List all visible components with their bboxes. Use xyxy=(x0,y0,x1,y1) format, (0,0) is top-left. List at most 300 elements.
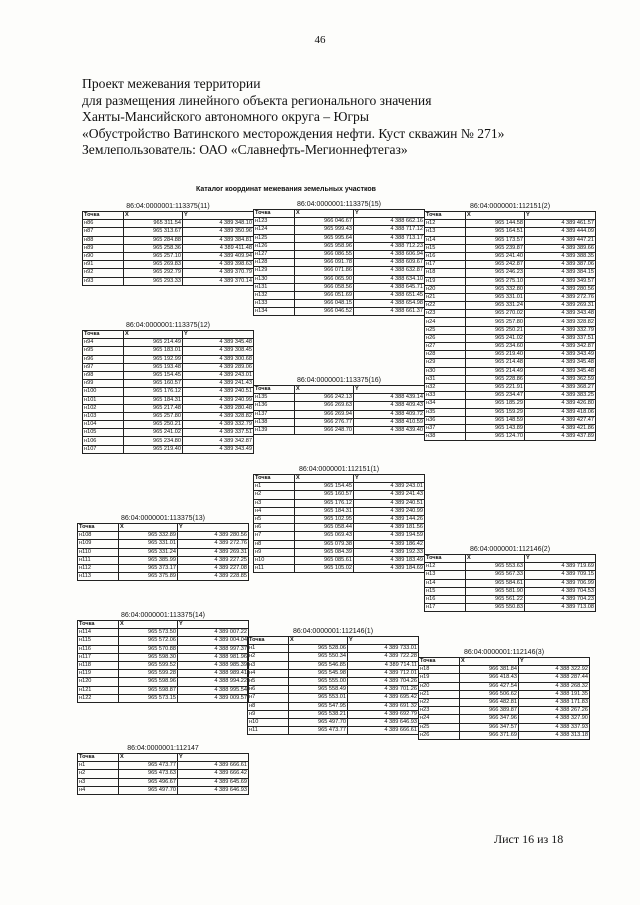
coord-x: 965 241.02 xyxy=(124,429,183,437)
point-name: н17 xyxy=(425,261,466,269)
coord-x: 965 234.47 xyxy=(466,392,525,400)
point-name: н2 xyxy=(248,653,289,661)
coordinates-table xyxy=(418,657,590,740)
heading-line-3: Ханты-Мансийского автономного округа – Югры xyxy=(82,109,369,125)
coord-y: 4 389 228.85 xyxy=(178,573,249,581)
table-title: 86:04:0000001:112151(1) xyxy=(298,466,380,473)
coord-x: 966 058.56 xyxy=(295,283,354,291)
table-row xyxy=(419,690,590,698)
coord-x: 965 332.89 xyxy=(119,532,178,540)
coord-y: 4 389 646.93 xyxy=(348,718,419,726)
point-name: н119 xyxy=(78,670,119,678)
point-name: н15 xyxy=(425,587,466,595)
coord-x: 965 154.45 xyxy=(295,483,354,491)
coord-x: 966 091.78 xyxy=(295,259,354,267)
point-name: н117 xyxy=(78,653,119,661)
coord-y: 4 389 666.61 xyxy=(348,727,419,735)
coord-x: 965 105.02 xyxy=(295,565,354,573)
point-name: н107 xyxy=(83,445,124,453)
table-row xyxy=(83,363,254,371)
table-row xyxy=(425,236,596,244)
point-name: н36 xyxy=(425,416,466,424)
coord-x: 965 250.21 xyxy=(124,421,183,429)
point-name: н98 xyxy=(83,371,124,379)
table-row xyxy=(419,707,590,715)
coord-x: 965 497.70 xyxy=(289,718,348,726)
point-name: н17 xyxy=(425,604,466,612)
point-name: н102 xyxy=(83,404,124,412)
coord-x: 965 269.83 xyxy=(124,261,183,269)
coord-x: 965 085.61 xyxy=(295,556,354,564)
table-row xyxy=(78,661,249,669)
coord-y: 4 389 343.48 xyxy=(525,310,596,318)
coord-y: 4 389 240.99 xyxy=(354,507,425,515)
header-x: X xyxy=(119,621,178,629)
coord-y: 4 389 713.08 xyxy=(525,604,596,612)
coord-x: 965 598.87 xyxy=(119,686,178,694)
point-name: н8 xyxy=(248,702,289,710)
table-title: 86:04:0000001:112151(2) xyxy=(469,203,551,210)
coord-y: 4 389 368.27 xyxy=(525,383,596,391)
coord-y: 4 388 287.44 xyxy=(519,674,590,682)
coord-x: 965 546.85 xyxy=(289,661,348,669)
coord-x: 965 176.12 xyxy=(124,388,183,396)
coord-x: 965 192.99 xyxy=(124,355,183,363)
table-header-row xyxy=(78,524,249,532)
table-row xyxy=(425,334,596,342)
coord-y: 4 388 322.92 xyxy=(519,666,590,674)
header-point: Точка xyxy=(83,212,124,220)
point-name: н21 xyxy=(419,690,460,698)
coord-y: 4 388 327.90 xyxy=(519,715,590,723)
point-name: н18 xyxy=(425,269,466,277)
point-name: н115 xyxy=(78,637,119,645)
coordinates-table xyxy=(424,211,596,441)
table-row xyxy=(83,220,254,228)
point-name: н30 xyxy=(425,367,466,375)
table-header-row xyxy=(248,637,419,645)
table-row xyxy=(78,573,249,581)
table-row xyxy=(254,524,425,532)
coord-table-block xyxy=(253,377,425,435)
coord-x: 965 219.40 xyxy=(124,445,183,453)
point-name: н1 xyxy=(248,645,289,653)
point-name: н1 xyxy=(254,483,295,491)
table-row xyxy=(419,715,590,723)
table-title: 86:04:0000001:113375(13) xyxy=(121,515,205,522)
coord-x: 965 555.00 xyxy=(289,677,348,685)
coord-y: 4 388 634.10 xyxy=(354,275,425,283)
coord-y: 4 389 227.25 xyxy=(178,556,249,564)
coord-y: 4 389 418.06 xyxy=(525,408,596,416)
point-name: н108 xyxy=(78,532,119,540)
coord-x: 966 427.54 xyxy=(460,682,519,690)
coord-y: 4 388 409.72 xyxy=(354,410,425,418)
coord-y: 4 389 345.48 xyxy=(525,359,596,367)
table-row xyxy=(425,310,596,318)
point-name: н22 xyxy=(419,698,460,706)
point-name: н4 xyxy=(254,507,295,515)
point-name: н103 xyxy=(83,412,124,420)
header-x: X xyxy=(466,212,525,220)
coord-x: 966 269.63 xyxy=(295,402,354,410)
coord-x: 966 389.87 xyxy=(460,707,519,715)
header-y: Y xyxy=(178,524,249,532)
point-name: н20 xyxy=(425,285,466,293)
table-row xyxy=(419,674,590,682)
table-title: 86:04:0000001:112146(2) xyxy=(469,546,551,553)
coordinates-table xyxy=(253,385,425,435)
table-row xyxy=(78,786,249,794)
coord-x: 965 284.88 xyxy=(124,236,183,244)
coord-table-block xyxy=(418,649,590,740)
point-name: н105 xyxy=(83,429,124,437)
point-name: н7 xyxy=(254,532,295,540)
point-name: н14 xyxy=(425,236,466,244)
coord-y: 4 388 712.23 xyxy=(354,242,425,250)
coord-x: 965 331.01 xyxy=(119,540,178,548)
coordinates-table xyxy=(424,554,596,612)
table-title: 86:04:0000001:113375(11) xyxy=(126,203,210,210)
point-name: н13 xyxy=(425,571,466,579)
table-row xyxy=(425,383,596,391)
point-name: н32 xyxy=(425,383,466,391)
coord-y: 4 389 349.57 xyxy=(525,277,596,285)
point-name: н90 xyxy=(83,252,124,260)
coord-y: 4 389 007.22 xyxy=(178,629,249,637)
table-row xyxy=(419,698,590,706)
table-row xyxy=(83,404,254,412)
document-heading xyxy=(82,76,602,159)
coord-y: 4 388 313.18 xyxy=(519,731,590,739)
table-row xyxy=(254,532,425,540)
point-name: н34 xyxy=(425,400,466,408)
point-name: н128 xyxy=(254,259,295,267)
point-name: н14 xyxy=(425,579,466,587)
coord-y: 4 389 719.69 xyxy=(525,563,596,571)
header-point: Точка xyxy=(83,331,124,339)
coord-y: 4 388 645.71 xyxy=(354,283,425,291)
point-name: н13 xyxy=(425,228,466,236)
coord-x: 965 599.28 xyxy=(119,670,178,678)
table-row xyxy=(254,418,425,426)
point-name: н94 xyxy=(83,339,124,347)
point-name: н16 xyxy=(425,595,466,603)
table-row xyxy=(425,408,596,416)
coord-y: 4 389 666.61 xyxy=(178,762,249,770)
coord-x: 965 385.99 xyxy=(119,556,178,564)
coord-x: 965 293.33 xyxy=(124,277,183,285)
coord-y: 4 389 328.82 xyxy=(183,412,254,420)
coord-y: 4 389 343.49 xyxy=(183,445,254,453)
coord-y: 4 389 345.48 xyxy=(183,339,254,347)
coord-table-block xyxy=(424,546,596,612)
point-name: н24 xyxy=(419,715,460,723)
point-name: н33 xyxy=(425,392,466,400)
table-row xyxy=(83,388,254,396)
coord-y: 4 388 995.54 xyxy=(178,686,249,694)
table-row xyxy=(254,291,425,299)
header-x: X xyxy=(289,637,348,645)
point-name: н37 xyxy=(425,424,466,432)
coord-y: 4 389 243.01 xyxy=(183,371,254,379)
coord-x: 965 176.12 xyxy=(295,499,354,507)
coord-x: 965 183.01 xyxy=(124,347,183,355)
point-name: н6 xyxy=(248,686,289,694)
point-name: н12 xyxy=(425,563,466,571)
point-name: н136 xyxy=(254,402,295,410)
point-name: н11 xyxy=(254,565,295,573)
point-name: н112 xyxy=(78,564,119,572)
coord-x: 965 599.52 xyxy=(119,661,178,669)
point-name: н38 xyxy=(425,433,466,441)
coord-y: 4 388 337.93 xyxy=(519,723,590,731)
coord-y: 4 388 609.67 xyxy=(354,259,425,267)
coord-x: 965 331.24 xyxy=(119,548,178,556)
coord-y: 4 389 733.01 xyxy=(348,645,419,653)
table-row xyxy=(78,548,249,556)
coord-x: 965 497.70 xyxy=(119,786,178,794)
header-x: X xyxy=(466,555,525,563)
coord-x: 965 995.64 xyxy=(295,234,354,242)
coord-x: 965 217.48 xyxy=(124,404,183,412)
table-row xyxy=(419,723,590,731)
coord-x: 965 069.43 xyxy=(295,532,354,540)
table-header-row xyxy=(254,475,425,483)
point-name: н132 xyxy=(254,291,295,299)
coord-x: 965 214.49 xyxy=(124,339,183,347)
table-title: 86:04:0000001:112146(1) xyxy=(292,628,374,635)
point-name: н18 xyxy=(419,666,460,674)
table-row xyxy=(254,540,425,548)
table-row xyxy=(425,587,596,595)
coord-y: 4 389 709.15 xyxy=(525,571,596,579)
coord-x: 965 185.29 xyxy=(466,400,525,408)
table-row xyxy=(425,285,596,293)
coord-x: 966 046.67 xyxy=(295,218,354,226)
point-name: н139 xyxy=(254,426,295,434)
table-row xyxy=(248,686,419,694)
coord-x: 965 102.95 xyxy=(295,515,354,523)
table-row xyxy=(83,380,254,388)
table-row xyxy=(425,375,596,383)
coord-y: 4 388 662.16 xyxy=(354,218,425,226)
coord-y: 4 388 439.40 xyxy=(354,426,425,434)
coord-x: 965 239.87 xyxy=(466,244,525,252)
coord-x: 965 148.59 xyxy=(466,416,525,424)
point-name: н101 xyxy=(83,396,124,404)
table-row xyxy=(83,355,254,363)
table-row xyxy=(254,483,425,491)
page-number: 46 xyxy=(314,34,326,46)
coord-x: 965 221.91 xyxy=(466,383,525,391)
table-row xyxy=(425,433,596,441)
table-row xyxy=(254,402,425,410)
table-row xyxy=(425,244,596,252)
heading-line-2: для размещения линейного объекта регионального значения xyxy=(82,92,432,108)
point-name: н137 xyxy=(254,410,295,418)
table-row xyxy=(254,394,425,402)
table-row xyxy=(425,252,596,260)
coord-y: 4 388 717.12 xyxy=(354,226,425,234)
coord-y: 4 389 706.99 xyxy=(525,579,596,587)
coord-x: 965 473.77 xyxy=(289,727,348,735)
table-row xyxy=(254,226,425,234)
header-y: Y xyxy=(354,386,425,394)
table-title: 86:04:0000001:113375(12) xyxy=(126,322,210,329)
coord-x: 965 958.96 xyxy=(295,242,354,250)
coord-x: 965 275.10 xyxy=(466,277,525,285)
table-row xyxy=(83,261,254,269)
coord-y: 4 389 383.25 xyxy=(525,392,596,400)
coord-y: 4 389 692.79 xyxy=(348,710,419,718)
point-name: н1 xyxy=(78,762,119,770)
table-row xyxy=(425,571,596,579)
table-row xyxy=(83,339,254,347)
coord-x: 966 276.77 xyxy=(295,418,354,426)
table-row xyxy=(254,548,425,556)
table-header-row xyxy=(83,331,254,339)
header-point: Точка xyxy=(78,754,119,762)
table-row xyxy=(248,718,419,726)
coord-x: 966 347.96 xyxy=(460,715,519,723)
table-row xyxy=(78,637,249,645)
point-name: н8 xyxy=(254,540,295,548)
table-row xyxy=(425,326,596,334)
table-title: 86:04:0000001:113375(14) xyxy=(121,612,205,619)
coord-y: 4 389 280.48 xyxy=(183,404,254,412)
coord-y: 4 389 186.42 xyxy=(354,540,425,548)
coord-y: 4 389 308.45 xyxy=(183,347,254,355)
coord-x: 966 065.90 xyxy=(295,275,354,283)
table-header-row xyxy=(83,212,254,220)
coord-x: 965 999.43 xyxy=(295,226,354,234)
header-point: Точка xyxy=(419,658,460,666)
coord-y: 4 389 181.56 xyxy=(354,524,425,532)
table-row xyxy=(254,565,425,573)
table-row xyxy=(78,770,249,778)
table-header-row xyxy=(425,212,596,220)
coord-y: 4 389 343.49 xyxy=(525,351,596,359)
point-name: н15 xyxy=(425,244,466,252)
table-title: 86:04:0000001:112147 xyxy=(127,745,199,752)
coord-x: 966 242.13 xyxy=(295,394,354,402)
point-name: н123 xyxy=(254,218,295,226)
header-y: Y xyxy=(525,555,596,563)
header-x: X xyxy=(295,210,354,218)
table-row xyxy=(83,252,254,260)
coord-table-block xyxy=(77,612,249,703)
coord-y: 4 389 695.42 xyxy=(348,694,419,702)
point-name: н134 xyxy=(254,308,295,316)
table-row xyxy=(254,556,425,564)
coord-x: 965 257.80 xyxy=(466,318,525,326)
coord-x: 965 545.98 xyxy=(289,669,348,677)
coord-y: 4 389 300.68 xyxy=(183,355,254,363)
header-x: X xyxy=(119,754,178,762)
table-row xyxy=(83,429,254,437)
point-name: н100 xyxy=(83,388,124,396)
table-title: 86:04:0000001:113375(16) xyxy=(297,377,381,384)
table-row xyxy=(78,778,249,786)
coord-y: 4 388 994.22 xyxy=(178,678,249,686)
sheet-footer: Лист 16 из 18 xyxy=(494,832,564,846)
coord-x: 966 248.70 xyxy=(295,426,354,434)
table-row xyxy=(425,293,596,301)
coord-y: 4 389 183.49 xyxy=(354,556,425,564)
point-name: н89 xyxy=(83,244,124,252)
table-row xyxy=(254,499,425,507)
coord-y: 4 388 410.59 xyxy=(354,418,425,426)
point-name: н27 xyxy=(425,343,466,351)
point-name: н20 xyxy=(419,682,460,690)
catalog-title: Каталог координат межевания земельных участков xyxy=(196,186,376,193)
coord-x: 965 228.86 xyxy=(466,375,525,383)
coord-y: 4 388 606.94 xyxy=(354,250,425,258)
table-row xyxy=(254,491,425,499)
point-name: н135 xyxy=(254,394,295,402)
coord-x: 966 482.81 xyxy=(460,698,519,706)
point-name: н116 xyxy=(78,645,119,653)
table-header-row xyxy=(425,555,596,563)
coord-x: 965 528.06 xyxy=(289,645,348,653)
coord-x: 965 143.89 xyxy=(466,424,525,432)
coord-y: 4 389 243.01 xyxy=(354,483,425,491)
point-name: н106 xyxy=(83,437,124,445)
coord-x: 965 159.29 xyxy=(466,408,525,416)
table-row xyxy=(254,218,425,226)
coord-y: 4 388 439.14 xyxy=(354,394,425,402)
coord-x: 965 234.80 xyxy=(124,437,183,445)
table-row xyxy=(248,653,419,661)
coord-y: 4 389 337.51 xyxy=(183,429,254,437)
coord-x: 966 051.69 xyxy=(295,291,354,299)
table-row xyxy=(78,532,249,540)
coord-x: 965 214.48 xyxy=(466,359,525,367)
point-name: н29 xyxy=(425,359,466,367)
table-row xyxy=(425,261,596,269)
coord-y: 4 389 350.96 xyxy=(183,228,254,236)
coord-x: 965 331.01 xyxy=(466,293,525,301)
table-row xyxy=(83,347,254,355)
point-name: н93 xyxy=(83,277,124,285)
table-row xyxy=(425,318,596,326)
coord-x: 965 598.96 xyxy=(119,678,178,686)
table-row xyxy=(83,396,254,404)
coord-x: 965 572.06 xyxy=(119,637,178,645)
coord-y: 4 389 409.94 xyxy=(183,252,254,260)
point-name: н5 xyxy=(254,515,295,523)
table-row xyxy=(425,392,596,400)
coord-y: 4 388 632.87 xyxy=(354,267,425,275)
table-row xyxy=(425,604,596,612)
coord-y: 4 388 985.39 xyxy=(178,661,249,669)
point-name: н95 xyxy=(83,347,124,355)
point-name: н23 xyxy=(425,310,466,318)
table-row xyxy=(425,424,596,432)
header-x: X xyxy=(119,524,178,532)
point-name: н19 xyxy=(425,277,466,285)
header-point: Точка xyxy=(248,637,289,645)
header-y: Y xyxy=(354,210,425,218)
coord-x: 965 234.60 xyxy=(466,343,525,351)
coord-x: 966 381.84 xyxy=(460,666,519,674)
table-row xyxy=(254,267,425,275)
table-row xyxy=(254,250,425,258)
coord-y: 4 389 421.86 xyxy=(525,424,596,432)
coord-y: 4 389 461.57 xyxy=(525,220,596,228)
coord-y: 4 389 272.76 xyxy=(525,293,596,301)
